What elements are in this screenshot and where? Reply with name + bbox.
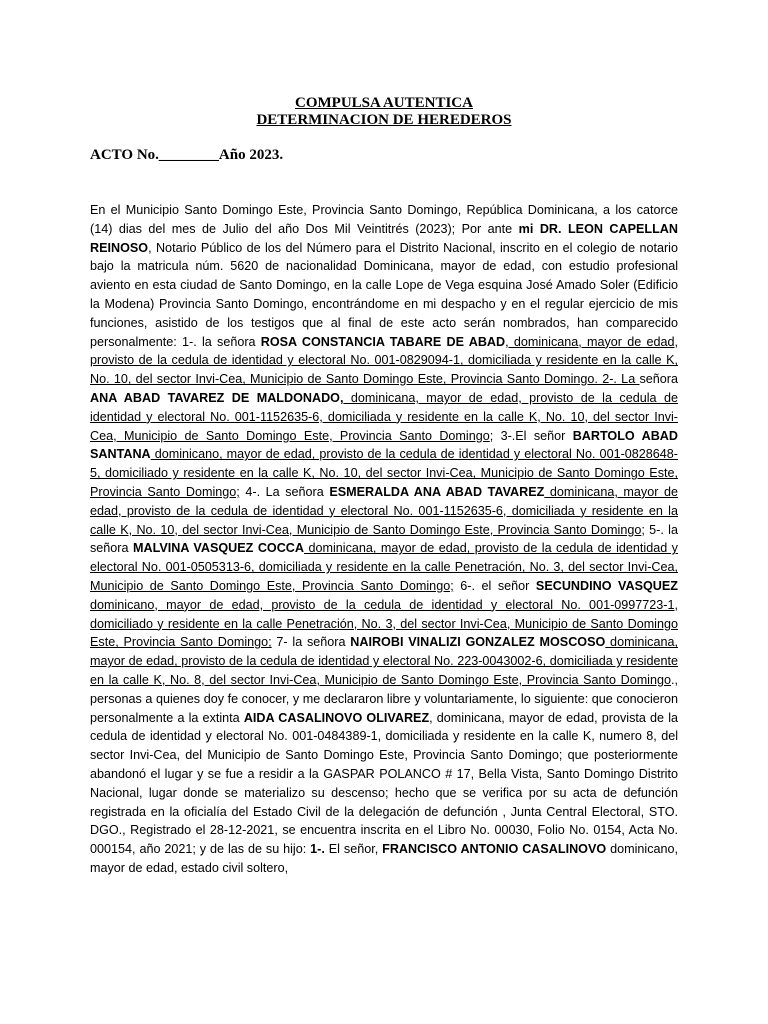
acto-number-blank: ________	[158, 147, 219, 163]
party-name: ESMERALDA ANA ABAD TAVAREZ	[329, 484, 545, 499]
document-body	[90, 201, 678, 878]
body-segment: dominicana, mayor de edad, provisto de la cedula de identidad y electoral No. 001-0505313-6, domiciliada y residente en la calle Penetración, No. 3, del sector Invi-Cea, Municipio de Santo Domingo Este, Provincia Santo Domingo;	[90, 541, 678, 593]
body-segment: 4-. La señora	[239, 484, 330, 499]
body-segment: señora	[639, 372, 678, 387]
body-segment: dominicano, mayor de edad, provisto de la cedula de identidad y electoral No. 001-0828648-5, domiciliado y residente en la calle K, No. 10, del sector Invi-Cea, Municipio de Santo Domingo Este, Provincia Santo Domingo;	[90, 447, 678, 499]
body-segment: dominicana, mayor de edad, provisto de la cedula de identidad y electoral No. 001-1152635-6, domiciliada y residente en la calle K, No. 10, del sector Invi-Cea, Municipio de Santo Domingo Este, Provincia Santo Domingo	[90, 484, 678, 537]
party-name: mi DR. LEON CAPELLAN REINOSO	[90, 221, 678, 255]
party-name: AIDA CASALINOVO OLIVAREZ	[243, 710, 430, 725]
body-segment: 6-. el señor	[453, 578, 536, 593]
party-name: SECUNDINO VASQUEZ	[535, 578, 678, 593]
party-name: FRANCISCO ANTONIO CASALINOVO	[382, 842, 607, 857]
body-segment: dominicano, mayor de edad, provisto de la cedula de identidad y electoral No. 001-0997723-1, domiciliado y residente en la calle Penetración, No. 3, del sector Invi-Cea, Municipio de Santo Domingo Este, Provincia Santo Domingo;	[90, 597, 678, 650]
party-name: 1-.	[310, 842, 325, 857]
party-name: MALVINA VASQUEZ COCCA	[132, 541, 304, 556]
body-segment: ; 3-.El señor	[489, 428, 573, 443]
body-segment: dominicano, mayor de edad, estado civil soltero,	[90, 842, 678, 875]
body-segment: El señor,	[324, 842, 383, 857]
acto-prefix: ACTO No.	[90, 147, 159, 163]
body-segment: dominicana, mayor de edad, provisto de la cedula de identidad y electoral No. 223-0043002-6, domiciliada y residente en la calle K, No. 8, del sector Invi-Cea, Municipio de Santo Domingo Este, Provincia Santo Domingo	[90, 635, 678, 687]
document-subtitle: DETERMINACION DE HEREDEROS	[256, 112, 512, 128]
acto-year: Año 2023.	[218, 147, 284, 163]
body-segment: ; 5-. la señora	[90, 522, 678, 556]
body-segment: 7- la señora	[271, 635, 351, 650]
body-segment: , Notario Público de los del Número para el Distrito Nacional, inscrito en el colegio de notario bajo la matricula núm. 5620 de nacionalidad Dominicana, mayor de edad, con estudio profesional aviento en esta ciudad de Santo Domingo, en la calle Lope de Vega esquina José Amado Soler (Edificio la Modena) Provincia Santo Domingo, encontrándome en mi despacho y en el regular ejercicio de mis funciones, asistido de los testigos que al final de este acto serán nombrados, han comparecido personalmente: 1-. la señora	[90, 240, 678, 349]
body-segment: ., personas a quienes doy fe conocer, y me declararon libre y voluntariamente, lo siguiente: que conocieron personalmente a la extinta	[90, 672, 678, 725]
party-name: ROSA CONSTANCIA TABARE DE ABAD	[260, 334, 506, 349]
party-name: NAIROBI VINALIZI GONZALEZ MOSCOSO	[350, 635, 606, 650]
body-segment: En el Municipio Santo Domingo Este, Provincia Santo Domingo, República Dominicana, a los catorce (14) dias del mes de Julio del año Dos Mil Veintitrés (2023); Por ante	[90, 203, 678, 236]
document-title: COMPULSA AUTENTICA	[295, 95, 473, 111]
party-name: BARTOLO ABAD SANTANA	[90, 428, 678, 462]
body-segment: , dominicana, mayor de edad, provista de la cedula de identidad y electoral No. 001-0484389-1, domiciliada y residente en la calle K, numero 8, del sector Invi-Cea, del Municipio de Santo Domingo Este, Provincia Santo Domingo; que posteriormente abandonó el lugar y se fue a residir a la GASPAR POLANCO # 17, Bella Vista, Santo Domingo Distrito Nacional, lugar donde se materializo su descenso; hecho que se verifica por su acta de defunción registrada en la oficialía del Estado Civil de la delegación de defunción , Junta Central Electoral, STO. DGO., Registrado el 28-12-2021, se encuentra inscrita en el Libro No. 00030, Folio No. 0154, Acta No. 000154, año 2021; y de las de su hijo:	[90, 710, 679, 857]
acto-number-line	[90, 146, 283, 164]
party-name: ANA ABAD TAVAREZ DE MALDONADO,	[90, 390, 344, 405]
body-segment: , dominicana, mayor de edad, provisto de la cedula de identidad y electoral No. 001-0829094-1, domiciliada y residente en la calle K, No. 10, del sector Invi-Cea, Municipio de Santo Domingo Este, Provincia Santo Domingo. 2-. La	[90, 334, 678, 387]
body-segment: dominicana, mayor de edad, provisto de la cedula de identidad y electoral No. 001-1152635-6, domiciliada y residente en la calle K, No. 10, del sector Invi-Cea, Municipio de Santo Domingo Este, Provincia Santo Domingo	[90, 390, 679, 443]
